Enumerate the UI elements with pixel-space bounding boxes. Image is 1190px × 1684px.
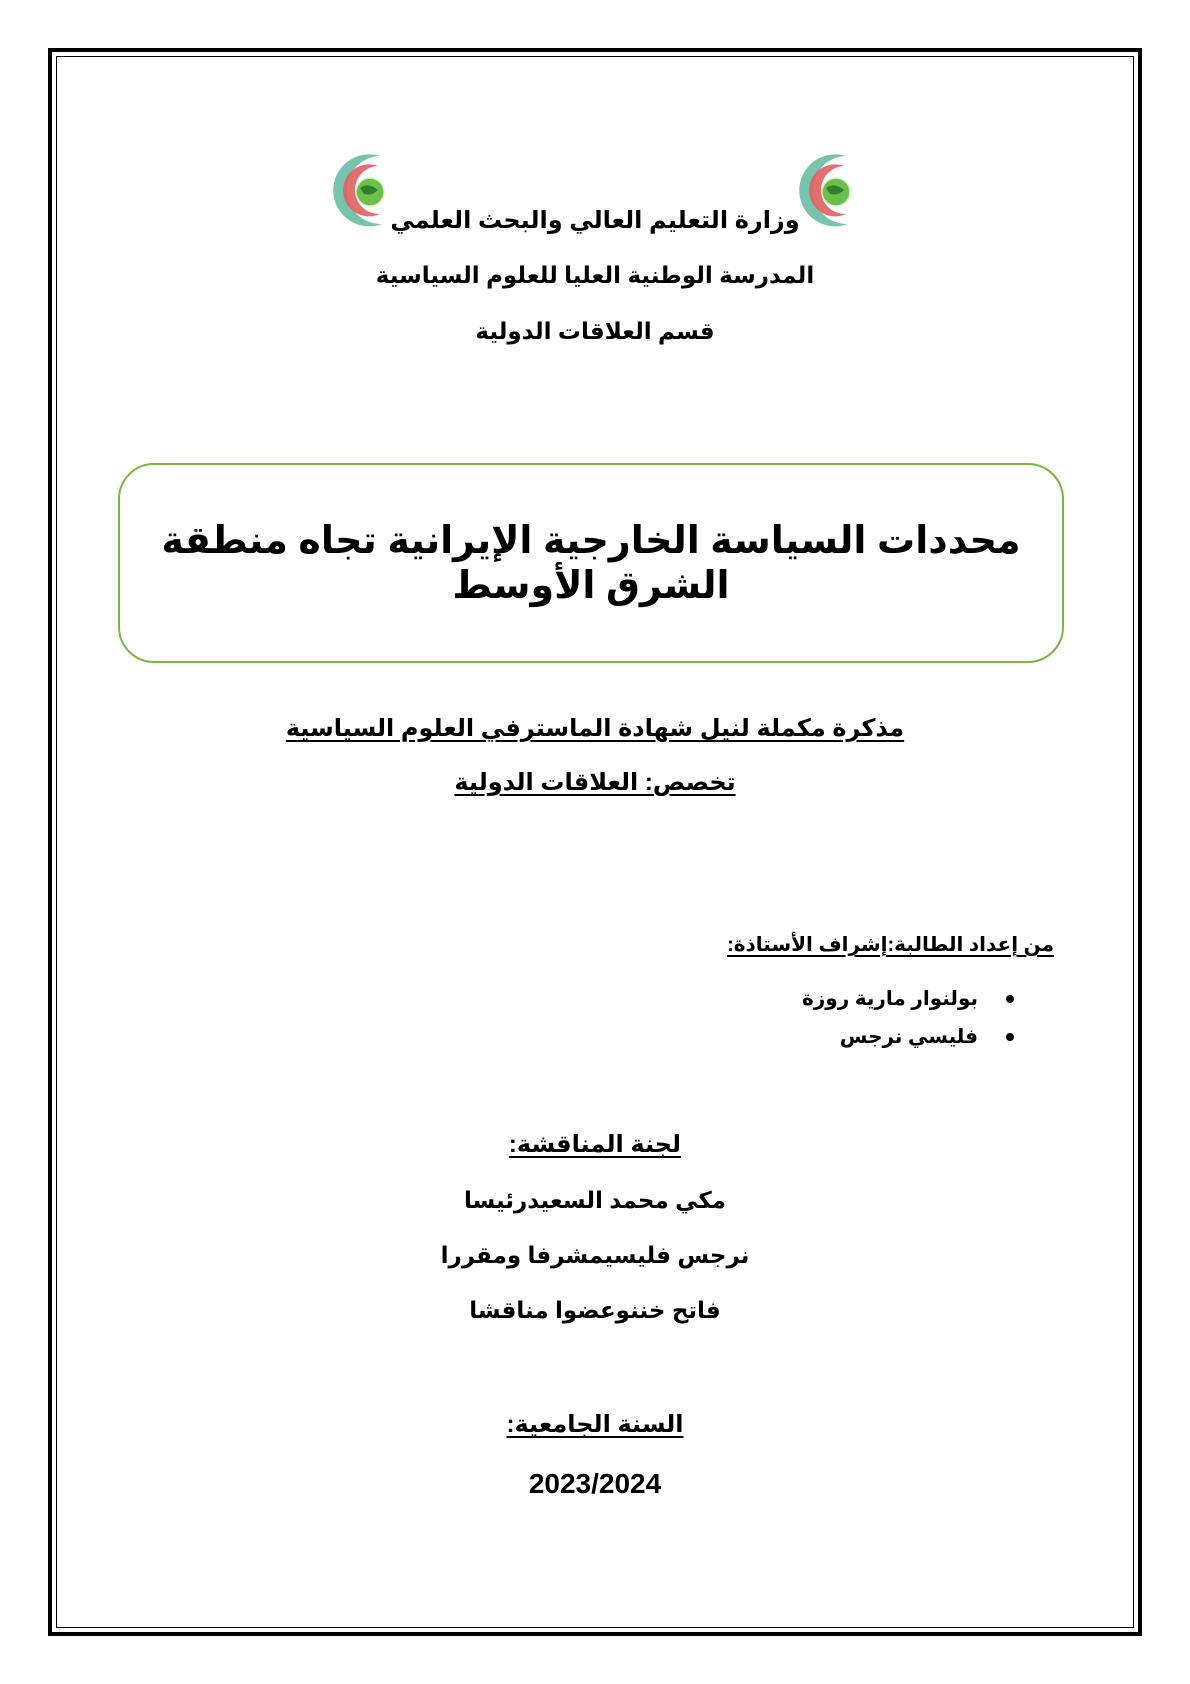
ministry-name: وزارة التعليم العالي والبحث العلمي — [390, 207, 800, 234]
students-list — [802, 980, 1014, 1056]
specialization — [0, 768, 1190, 797]
title-box — [118, 463, 1064, 663]
memo-description — [0, 714, 1190, 743]
student-name: بولنوار مارية روزة — [801, 988, 978, 1010]
thesis-title: محددات السياسة الخارجية الإيرانية تجاه منطقة الشرق الأوسط — [161, 520, 1021, 607]
bullet-icon — [1006, 1033, 1014, 1041]
department-name: قسم العلاقات الدولية — [475, 318, 715, 344]
page-border-inner — [56, 56, 1134, 1628]
memo-description-text: مذكرة مكملة لنيل شهادة الماسترفي العلوم السياسية — [285, 715, 905, 742]
student-name: فليسي نرجس — [839, 1026, 978, 1048]
academic-year-value: 2023/2024 — [528, 1468, 662, 1499]
committee-member: مكي محمد السعيدرئيسا — [463, 1187, 727, 1213]
list-item — [802, 980, 1014, 1018]
preparation-label: من إعداد الطالبة:إشراف الأستاذة: — [727, 934, 1054, 956]
academic-year-heading-text: السنة الجامعية: — [506, 1411, 684, 1438]
committee-heading — [0, 1130, 1190, 1159]
academic-year-heading — [0, 1410, 1190, 1439]
committee-heading-text: لجنة المناقشة: — [508, 1131, 682, 1158]
list-item — [802, 1018, 1014, 1056]
committee-member: فاتح خننوعضوا مناقشا — [469, 1297, 721, 1323]
school-name: المدرسة الوطنية العليا للعلوم السياسية — [375, 262, 815, 288]
committee-member: نرجس فليسيمشرفا ومقررا — [440, 1242, 750, 1268]
specialization-text: تخصص: العلاقات الدولية — [454, 769, 736, 796]
bullet-icon — [1006, 995, 1014, 1003]
